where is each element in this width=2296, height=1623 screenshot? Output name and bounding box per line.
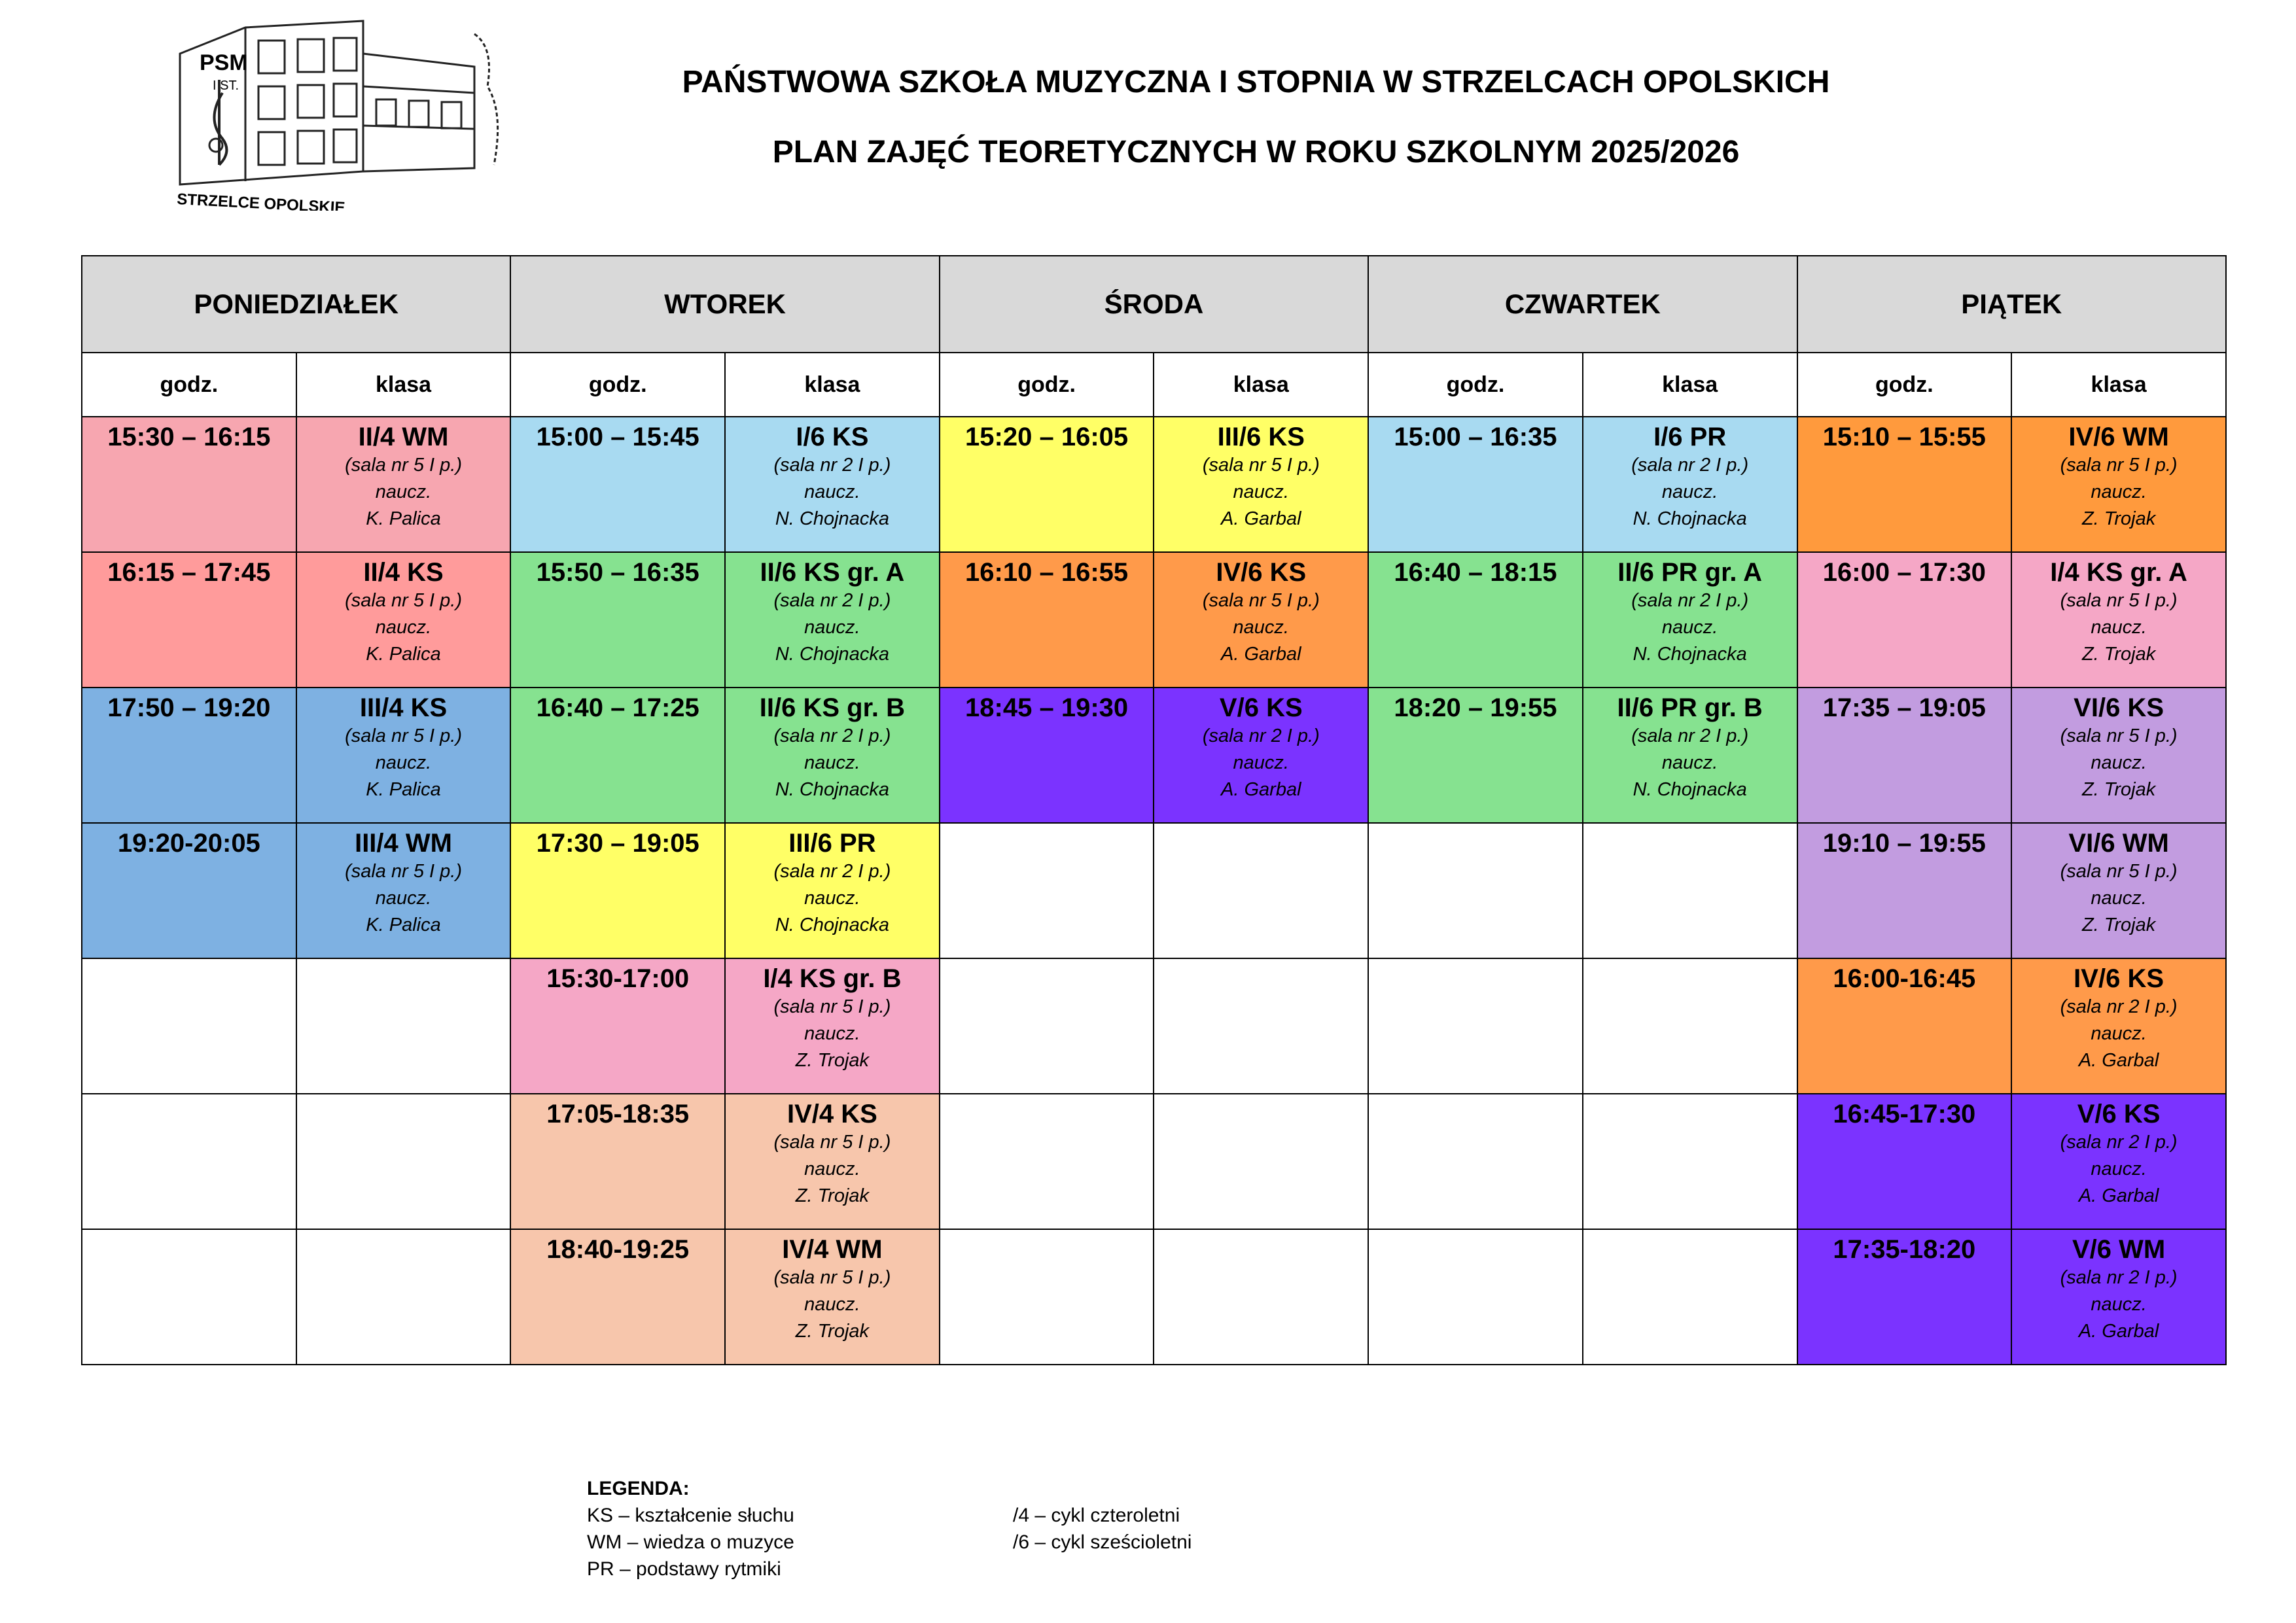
teacher-name: K. Palica [366, 644, 441, 665]
time-cell [1368, 417, 1583, 552]
teacher-name: Z. Trojak [795, 1050, 870, 1071]
column-header-class: klasa [2011, 353, 2226, 417]
lesson-time: 16:40 – 17:25 [536, 693, 699, 722]
teacher-label: naucz. [2091, 1023, 2147, 1044]
class-name: II/6 KS gr. B [759, 693, 906, 722]
teacher-name: N. Chojnacka [1633, 644, 1747, 665]
class-cell [725, 1229, 940, 1365]
class-cell [1154, 1229, 1368, 1365]
time-cell [940, 552, 1154, 688]
teacher-label: naucz. [375, 481, 432, 502]
lesson-time: 17:05-18:35 [546, 1100, 690, 1128]
table-row [82, 1094, 2226, 1229]
class-cell [1583, 688, 1797, 823]
class-cell [1583, 823, 1797, 958]
time-cell [1797, 552, 2012, 688]
column-header-time: godz. [940, 353, 1154, 417]
legend-cycle: /6 – cykl sześcioletni [1013, 1531, 1192, 1553]
room: (sala nr 2 I p.) [773, 590, 891, 611]
class-cell [1154, 823, 1368, 958]
page-title: PLAN ZAJĘĆ TEORETYCZNYCH W ROKU SZKOLNYM 2025/2026 [772, 135, 1740, 169]
room: (sala nr 2 I p.) [2060, 1267, 2178, 1288]
teacher-name: A. Garbal [1221, 779, 1301, 800]
teacher-name: N. Chojnacka [775, 644, 889, 665]
legend-title: LEGENDA: [587, 1478, 690, 1499]
teacher-label: naucz. [2091, 1294, 2147, 1315]
teacher-label: naucz. [2091, 888, 2147, 909]
teacher-name: K. Palica [366, 779, 441, 800]
lesson-time: 16:00-16:45 [1833, 964, 1976, 993]
room: (sala nr 5 I p.) [773, 1267, 891, 1288]
class-name: III/6 KS [1217, 423, 1305, 451]
room: (sala nr 2 I p.) [1631, 590, 1749, 611]
teacher-name: K. Palica [366, 508, 441, 529]
class-name: I/6 PR [1653, 423, 1727, 451]
column-header-row [82, 353, 2226, 417]
schedule-table [81, 255, 2227, 1365]
class-cell [1583, 1229, 1797, 1365]
class-name: III/4 WM [355, 829, 452, 858]
class-name: II/6 PR gr. A [1617, 558, 1763, 587]
lesson-time: 15:50 – 16:35 [536, 558, 699, 587]
time-cell [1368, 688, 1583, 823]
column-header-class: klasa [1154, 353, 1368, 417]
logo-subtext: I ST. [213, 79, 239, 93]
teacher-label: naucz. [804, 752, 860, 773]
day-header: PONIEDZIAŁEK [82, 256, 510, 353]
teacher-label: naucz. [2091, 481, 2147, 502]
time-cell [1797, 1229, 2012, 1365]
logo-text: PSM [200, 50, 248, 75]
class-cell [2011, 1094, 2226, 1229]
lesson-time: 15:10 – 15:55 [1822, 423, 1986, 451]
teacher-label: naucz. [2091, 617, 2147, 638]
lesson-time: 15:30-17:00 [546, 964, 690, 993]
legend-item: PR – podstawy rytmiki [587, 1558, 781, 1580]
column-header-time: godz. [1797, 353, 2012, 417]
class-cell [1154, 417, 1368, 552]
time-cell [1368, 552, 1583, 688]
room: (sala nr 5 I p.) [345, 861, 462, 882]
teacher-label: naucz. [804, 1023, 860, 1044]
class-name: VI/6 WM [2068, 829, 2169, 858]
class-name: V/6 KS [2077, 1100, 2161, 1128]
class-cell [296, 688, 511, 823]
class-cell [296, 1094, 511, 1229]
class-cell [725, 1094, 940, 1229]
class-cell [1583, 417, 1797, 552]
lesson-time: 16:15 – 17:45 [107, 558, 271, 587]
time-cell [510, 958, 725, 1094]
column-header-time: godz. [82, 353, 296, 417]
column-header-class: klasa [296, 353, 511, 417]
column-header-time: godz. [510, 353, 725, 417]
room: (sala nr 5 I p.) [2060, 455, 2178, 476]
lesson-time: 19:20-20:05 [117, 829, 260, 858]
lesson-time: 16:40 – 18:15 [1394, 558, 1557, 587]
teacher-name: A. Garbal [1221, 508, 1301, 529]
legend [587, 1475, 794, 1582]
time-cell [510, 688, 725, 823]
room: (sala nr 2 I p.) [2060, 996, 2178, 1017]
class-name: IV/4 KS [786, 1100, 877, 1128]
class-cell [296, 958, 511, 1094]
time-cell [82, 688, 296, 823]
class-name: V/6 KS [1219, 693, 1303, 722]
class-name: VI/6 KS [2074, 693, 2164, 722]
room: (sala nr 2 I p.) [1202, 725, 1320, 746]
school-logo [167, 14, 507, 211]
lesson-time: 17:35 – 19:05 [1822, 693, 1986, 722]
legend-item: KS – kształcenie słuchu [587, 1505, 794, 1526]
class-name: IV/6 WM [2068, 423, 2169, 451]
table-row [82, 1229, 2226, 1365]
teacher-label: naucz. [804, 617, 860, 638]
class-cell [296, 823, 511, 958]
teacher-label: naucz. [1233, 752, 1289, 773]
room: (sala nr 5 I p.) [2060, 725, 2178, 746]
class-name: III/6 PR [788, 829, 876, 858]
teacher-label: naucz. [804, 481, 860, 502]
class-cell [1154, 958, 1368, 1094]
time-cell [1368, 823, 1583, 958]
class-cell [2011, 958, 2226, 1094]
school-name: PAŃSTWOWA SZKOŁA MUZYCZNA I STOPNIA W STRZELCACH OPOLSKICH [682, 65, 1830, 99]
time-cell [82, 552, 296, 688]
teacher-name: Z. Trojak [795, 1321, 870, 1342]
time-cell [82, 417, 296, 552]
time-cell [1368, 1229, 1583, 1365]
teacher-name: K. Palica [366, 915, 441, 935]
room: (sala nr 5 I p.) [345, 455, 462, 476]
time-cell [940, 688, 1154, 823]
class-cell [2011, 688, 2226, 823]
teacher-label: naucz. [804, 1294, 860, 1315]
day-header: WTOREK [510, 256, 939, 353]
class-cell [296, 552, 511, 688]
room: (sala nr 5 I p.) [2060, 590, 2178, 611]
room: (sala nr 2 I p.) [773, 455, 891, 476]
lesson-time: 15:00 – 16:35 [1394, 423, 1557, 451]
time-cell [1368, 958, 1583, 1094]
time-cell [82, 823, 296, 958]
time-cell [510, 1229, 725, 1365]
lesson-time: 17:35-18:20 [1833, 1235, 1976, 1264]
teacher-name: A. Garbal [2078, 1185, 2159, 1206]
column-header-class: klasa [1583, 353, 1797, 417]
teacher-label: naucz. [1661, 617, 1718, 638]
class-cell [1154, 552, 1368, 688]
room: (sala nr 5 I p.) [345, 725, 462, 746]
time-cell [940, 417, 1154, 552]
time-cell [82, 1094, 296, 1229]
day-header: PIĄTEK [1797, 256, 2227, 353]
time-cell [940, 1229, 1154, 1365]
teacher-name: N. Chojnacka [1633, 779, 1747, 800]
class-name: IV/4 WM [782, 1235, 883, 1264]
day-header: CZWARTEK [1368, 256, 1797, 353]
class-cell [2011, 1229, 2226, 1365]
logo-caption: STRZELCE OPOLSKIE [176, 190, 346, 211]
class-name: I/6 KS [796, 423, 869, 451]
class-cell [2011, 417, 2226, 552]
day-header: ŚRODA [940, 256, 1368, 353]
column-header-time: godz. [1368, 353, 1583, 417]
day-header-row [82, 256, 2226, 353]
class-name: II/4 WM [358, 423, 449, 451]
teacher-label: naucz. [804, 888, 860, 909]
class-name: I/4 KS gr. B [763, 964, 902, 993]
teacher-label: naucz. [1661, 752, 1718, 773]
column-header-class: klasa [725, 353, 940, 417]
time-cell [1797, 1094, 2012, 1229]
lesson-time: 15:00 – 15:45 [536, 423, 699, 451]
room: (sala nr 5 I p.) [1202, 455, 1320, 476]
lesson-time: 16:00 – 17:30 [1822, 558, 1986, 587]
lesson-time: 15:30 – 16:15 [107, 423, 271, 451]
class-cell [1583, 552, 1797, 688]
teacher-label: naucz. [375, 617, 432, 638]
teacher-label: naucz. [375, 752, 432, 773]
time-cell [940, 1094, 1154, 1229]
class-name: II/6 KS gr. A [760, 558, 905, 587]
lesson-time: 16:45-17:30 [1833, 1100, 1976, 1128]
teacher-label: naucz. [2091, 1159, 2147, 1179]
room: (sala nr 2 I p.) [773, 725, 891, 746]
time-cell [1797, 688, 2012, 823]
room: (sala nr 2 I p.) [1631, 725, 1749, 746]
time-cell [510, 1094, 725, 1229]
lesson-time: 17:30 – 19:05 [536, 829, 699, 858]
room: (sala nr 2 I p.) [1631, 455, 1749, 476]
class-cell [725, 688, 940, 823]
time-cell [82, 958, 296, 1094]
lesson-time: 17:50 – 19:20 [107, 693, 271, 722]
room: (sala nr 5 I p.) [1202, 590, 1320, 611]
table-row [82, 958, 2226, 1094]
class-cell [1154, 688, 1368, 823]
teacher-name: A. Garbal [2078, 1050, 2159, 1071]
class-cell [1154, 1094, 1368, 1229]
class-name: II/6 PR gr. B [1617, 693, 1763, 722]
teacher-label: naucz. [804, 1159, 860, 1179]
room: (sala nr 5 I p.) [345, 590, 462, 611]
table-row [82, 688, 2226, 823]
legend-cycle: /4 – cykl czteroletni [1013, 1505, 1180, 1526]
room: (sala nr 5 I p.) [773, 996, 891, 1017]
teacher-name: N. Chojnacka [775, 915, 889, 935]
time-cell [510, 823, 725, 958]
class-cell [725, 823, 940, 958]
teacher-name: Z. Trojak [2081, 508, 2156, 529]
teacher-name: A. Garbal [2078, 1321, 2159, 1342]
time-cell [940, 958, 1154, 1094]
class-cell [1583, 958, 1797, 1094]
time-cell [510, 552, 725, 688]
time-cell [1797, 823, 2012, 958]
time-cell [1368, 1094, 1583, 1229]
lesson-time: 18:20 – 19:55 [1394, 693, 1557, 722]
room: (sala nr 5 I p.) [2060, 861, 2178, 882]
teacher-name: N. Chojnacka [775, 508, 889, 529]
class-name: I/4 KS gr. A [2050, 558, 2187, 587]
teacher-label: naucz. [1233, 617, 1289, 638]
legend-item: WM – wiedza o muzyce [587, 1531, 794, 1553]
lesson-time: 19:10 – 19:55 [1822, 829, 1986, 858]
lesson-time: 15:20 – 16:05 [965, 423, 1129, 451]
teacher-name: A. Garbal [1221, 644, 1301, 665]
teacher-name: Z. Trojak [2081, 779, 2156, 800]
legend-cycles [1013, 1502, 1192, 1556]
teacher-label: naucz. [1233, 481, 1289, 502]
time-cell [82, 1229, 296, 1365]
teacher-name: N. Chojnacka [775, 779, 889, 800]
room: (sala nr 5 I p.) [773, 1132, 891, 1153]
time-cell [1797, 958, 2012, 1094]
class-name: IV/6 KS [1216, 558, 1307, 587]
class-cell [2011, 823, 2226, 958]
class-cell [1583, 1094, 1797, 1229]
class-cell [296, 1229, 511, 1365]
lesson-time: 18:45 – 19:30 [965, 693, 1129, 722]
class-name: V/6 WM [2072, 1235, 2166, 1264]
time-cell [1797, 417, 2012, 552]
class-cell [725, 417, 940, 552]
table-row [82, 823, 2226, 958]
teacher-label: naucz. [2091, 752, 2147, 773]
time-cell [940, 823, 1154, 958]
teacher-label: naucz. [375, 888, 432, 909]
teacher-name: Z. Trojak [795, 1185, 870, 1206]
teacher-name: N. Chojnacka [1633, 508, 1747, 529]
class-name: II/4 KS [363, 558, 444, 587]
teacher-label: naucz. [1661, 481, 1718, 502]
lesson-time: 16:10 – 16:55 [965, 558, 1129, 587]
table-row [82, 552, 2226, 688]
class-name: III/4 KS [359, 693, 448, 722]
lesson-time: 18:40-19:25 [546, 1235, 690, 1264]
class-cell [296, 417, 511, 552]
teacher-name: Z. Trojak [2081, 644, 2156, 665]
school-building-icon [167, 14, 507, 211]
time-cell [510, 417, 725, 552]
class-cell [725, 958, 940, 1094]
teacher-name: Z. Trojak [2081, 915, 2156, 935]
table-row [82, 417, 2226, 552]
class-cell [2011, 552, 2226, 688]
room: (sala nr 2 I p.) [2060, 1132, 2178, 1153]
class-cell [725, 552, 940, 688]
class-name: IV/6 KS [2074, 964, 2164, 993]
room: (sala nr 2 I p.) [773, 861, 891, 882]
